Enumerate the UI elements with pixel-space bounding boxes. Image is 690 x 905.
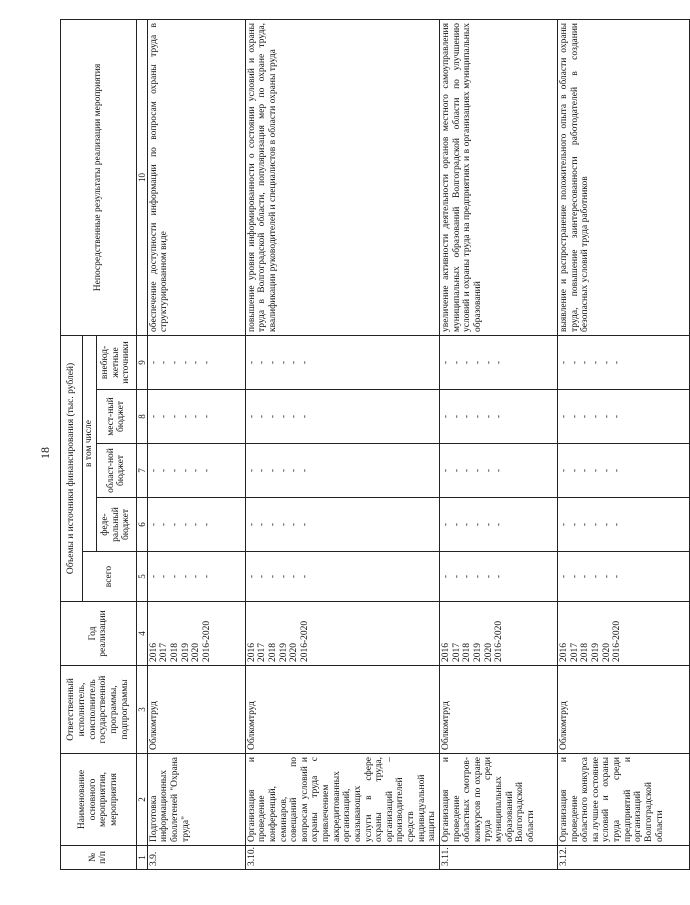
total-value: -: [268, 574, 279, 579]
row-local: [245, 390, 439, 444]
federal-value: -: [591, 522, 602, 527]
header-extrabudget: внебюд-жетные источники: [96, 335, 136, 389]
regional-value: -: [180, 468, 191, 473]
row-total: [147, 552, 245, 602]
row-extrabudget: [439, 335, 557, 389]
row-total: [439, 552, 557, 602]
extrabudget-value: -: [591, 360, 602, 365]
row-num: 3.9.: [147, 846, 245, 870]
federal-value: -: [483, 522, 494, 527]
total-value: -: [591, 574, 602, 579]
row-total: [557, 552, 689, 602]
federal-value: -: [494, 522, 505, 527]
federal-value: -: [148, 522, 159, 527]
federal-value: -: [268, 522, 279, 527]
regional-value: -: [601, 468, 612, 473]
extrabudget-value: -: [191, 360, 202, 365]
year-value: 2016: [246, 643, 257, 662]
year-value: 2019: [180, 643, 191, 662]
regional-value: -: [257, 468, 268, 473]
federal-value: -: [558, 522, 569, 527]
regional-value: -: [159, 468, 170, 473]
regional-value: -: [170, 468, 181, 473]
total-value: -: [180, 574, 191, 579]
table-body: [147, 19, 689, 869]
total-value: -: [494, 574, 505, 579]
local-value: -: [494, 414, 505, 419]
federal-value: -: [440, 522, 451, 527]
year-value: 2018: [170, 643, 181, 662]
regional-value: -: [591, 468, 602, 473]
measures-table: [60, 19, 690, 870]
header-year: Год реализации: [61, 602, 137, 666]
row-federal: [245, 498, 439, 552]
local-value: -: [170, 414, 181, 419]
federal-value: -: [462, 522, 473, 527]
local-value: -: [278, 414, 289, 419]
year-value: 2016: [440, 643, 451, 662]
regional-value: -: [558, 468, 569, 473]
header-regional: област-ной бюджет: [96, 444, 136, 498]
local-value: -: [451, 414, 462, 419]
local-value: -: [202, 414, 213, 419]
federal-value: -: [257, 522, 268, 527]
total-value: -: [483, 574, 494, 579]
col-number: 10: [136, 19, 147, 335]
year-value: 2016: [148, 643, 159, 662]
col-number: 1: [136, 846, 147, 870]
extrabudget-value: -: [246, 360, 257, 365]
local-value: -: [289, 414, 300, 419]
federal-value: -: [191, 522, 202, 527]
row-name: Подготовка информационных бюллетеней "Охрана труда": [147, 754, 245, 846]
year-value: 2017: [569, 643, 580, 662]
total-value: -: [462, 574, 473, 579]
regional-value: -: [246, 468, 257, 473]
row-years: [245, 602, 439, 666]
extrabudget-value: -: [148, 360, 159, 365]
col-number: 2: [136, 754, 147, 846]
header-federal: феде-ральный бюджет: [96, 498, 136, 552]
total-value: -: [289, 574, 300, 579]
federal-value: -: [202, 522, 213, 527]
local-value: -: [191, 414, 202, 419]
federal-value: -: [473, 522, 484, 527]
row-extrabudget: [245, 335, 439, 389]
extrabudget-value: -: [483, 360, 494, 365]
row-regional: [439, 444, 557, 498]
row-num: 3.11.: [439, 846, 557, 870]
extrabudget-value: -: [202, 360, 213, 365]
col-number: 9: [136, 335, 147, 389]
row-responsible: Облкомтруд: [245, 666, 439, 754]
extrabudget-value: -: [159, 360, 170, 365]
row-federal: [439, 498, 557, 552]
federal-value: -: [569, 522, 580, 527]
federal-value: -: [180, 522, 191, 527]
local-value: -: [148, 414, 159, 419]
regional-value: -: [612, 468, 623, 473]
local-value: -: [462, 414, 473, 419]
extrabudget-value: -: [440, 360, 451, 365]
row-result: выявление и распространение положительного опыта в области охраны труда, повышение заинтересованности работодателей в создании безопасных условий труда работников: [557, 19, 689, 335]
header-responsible: Ответственный исполнитель, соисполнитель государственной программы, подпрограммы: [61, 666, 137, 754]
rotated-page: [60, 20, 665, 870]
table-row: [147, 19, 245, 869]
regional-value: -: [483, 468, 494, 473]
extrabudget-value: -: [170, 360, 181, 365]
row-num: 3.10.: [245, 846, 439, 870]
total-value: -: [278, 574, 289, 579]
extrabudget-value: -: [473, 360, 484, 365]
row-years: [147, 602, 245, 666]
federal-value: -: [159, 522, 170, 527]
regional-value: -: [473, 468, 484, 473]
local-value: -: [268, 414, 279, 419]
local-value: -: [612, 414, 623, 419]
local-value: -: [483, 414, 494, 419]
regional-value: -: [440, 468, 451, 473]
local-value: -: [591, 414, 602, 419]
row-name: Организация и проведение областных смотров-конкурсов по охране труда среди муниципальных образований Волгоградской области: [439, 754, 557, 846]
local-value: -: [473, 414, 484, 419]
federal-value: -: [246, 522, 257, 527]
local-value: -: [580, 414, 591, 419]
total-value: -: [246, 574, 257, 579]
year-value: 2020: [483, 643, 494, 662]
total-value: -: [473, 574, 484, 579]
federal-value: -: [300, 522, 311, 527]
year-value: 2018: [462, 643, 473, 662]
federal-value: -: [580, 522, 591, 527]
regional-value: -: [202, 468, 213, 473]
total-value: -: [440, 574, 451, 579]
year-value: 2017: [159, 643, 170, 662]
row-num: 3.12.: [557, 846, 689, 870]
table-row: [557, 19, 689, 869]
year-value: 2017: [257, 643, 268, 662]
total-value: -: [451, 574, 462, 579]
header-num: № п/п: [61, 846, 137, 870]
extrabudget-value: -: [451, 360, 462, 365]
header-local: мест-ный бюджет: [96, 390, 136, 444]
table-header: [61, 19, 148, 869]
year-value: 2016-2020: [300, 620, 311, 662]
table-row: [439, 19, 557, 869]
extrabudget-value: -: [180, 360, 191, 365]
row-extrabudget: [147, 335, 245, 389]
year-value: 2017: [451, 643, 462, 662]
local-value: -: [300, 414, 311, 419]
local-value: -: [180, 414, 191, 419]
local-value: -: [246, 414, 257, 419]
year-value: 2018: [268, 643, 279, 662]
col-number: 4: [136, 602, 147, 666]
row-regional: [557, 444, 689, 498]
row-name: Организация и проведение областного конкурса на лучшее состояние условий и охраны труда среди предприятий и организаций Волгоградской области: [557, 754, 689, 846]
col-number: 6: [136, 498, 147, 552]
total-value: -: [191, 574, 202, 579]
year-value: 2016-2020: [612, 620, 623, 662]
row-responsible: Облкомтруд: [147, 666, 245, 754]
header-result: Непосредственные результаты реализации мероприятия: [61, 19, 137, 335]
col-number: 7: [136, 444, 147, 498]
row-regional: [147, 444, 245, 498]
col-number: 8: [136, 390, 147, 444]
col-number: 5: [136, 552, 147, 602]
header-name: Наименование основного мероприятия, мероприятия: [61, 754, 137, 846]
total-value: -: [202, 574, 213, 579]
row-total: [245, 552, 439, 602]
local-value: -: [601, 414, 612, 419]
table-row: [245, 19, 439, 869]
total-value: -: [159, 574, 170, 579]
extrabudget-value: -: [289, 360, 300, 365]
local-value: -: [159, 414, 170, 419]
regional-value: -: [462, 468, 473, 473]
regional-value: -: [300, 468, 311, 473]
total-value: -: [257, 574, 268, 579]
page-number: 18: [38, 447, 52, 459]
row-name: Организация и проведение конференций, семинаров, совещаний по вопросам условий и охраны труда с привлечением аккредитованных организаций, оказывающих услуги в сфере охраны труда, организаций – производителей средств индивидуальной защиты: [245, 754, 439, 846]
local-value: -: [440, 414, 451, 419]
total-value: -: [601, 574, 612, 579]
row-regional: [245, 444, 439, 498]
col-number: 3: [136, 666, 147, 754]
extrabudget-value: -: [494, 360, 505, 365]
row-federal: [147, 498, 245, 552]
year-value: 2018: [580, 643, 591, 662]
local-value: -: [569, 414, 580, 419]
row-result: обеспечение доступности информации по вопросам охраны труда в структурированном виде: [147, 19, 245, 335]
regional-value: -: [580, 468, 591, 473]
total-value: -: [300, 574, 311, 579]
year-value: 2019: [591, 643, 602, 662]
row-extrabudget: [557, 335, 689, 389]
local-value: -: [558, 414, 569, 419]
header-financing: Объемы и источники финансирования (тыс. рублей): [61, 335, 83, 601]
regional-value: -: [569, 468, 580, 473]
federal-value: -: [170, 522, 181, 527]
federal-value: -: [451, 522, 462, 527]
federal-value: -: [601, 522, 612, 527]
extrabudget-value: -: [558, 360, 569, 365]
year-value: 2020: [289, 643, 300, 662]
row-responsible: Облкомтруд: [439, 666, 557, 754]
row-federal: [557, 498, 689, 552]
header-including: в том числе: [83, 335, 97, 551]
regional-value: -: [289, 468, 300, 473]
year-value: 2019: [278, 643, 289, 662]
regional-value: -: [494, 468, 505, 473]
federal-value: -: [278, 522, 289, 527]
extrabudget-value: -: [612, 360, 623, 365]
extrabudget-value: -: [569, 360, 580, 365]
total-value: -: [558, 574, 569, 579]
regional-value: -: [278, 468, 289, 473]
row-responsible: Облкомтруд: [557, 666, 689, 754]
extrabudget-value: -: [300, 360, 311, 365]
local-value: -: [257, 414, 268, 419]
regional-value: -: [268, 468, 279, 473]
header-total: всего: [83, 552, 137, 602]
extrabudget-value: -: [268, 360, 279, 365]
extrabudget-value: -: [278, 360, 289, 365]
total-value: -: [569, 574, 580, 579]
year-value: 2016-2020: [494, 620, 505, 662]
row-local: [439, 390, 557, 444]
federal-value: -: [289, 522, 300, 527]
year-value: 2020: [601, 643, 612, 662]
total-value: -: [612, 574, 623, 579]
row-result: повышение уровня информированности о состоянии условий и охраны труда в Волгоградской области, популяризация мер по охране труда, квалификации руководителей и специалистов в области охраны труда: [245, 19, 439, 335]
total-value: -: [580, 574, 591, 579]
row-local: [557, 390, 689, 444]
total-value: -: [170, 574, 181, 579]
extrabudget-value: -: [462, 360, 473, 365]
extrabudget-value: -: [257, 360, 268, 365]
federal-value: -: [612, 522, 623, 527]
regional-value: -: [191, 468, 202, 473]
extrabudget-value: -: [580, 360, 591, 365]
row-years: [557, 602, 689, 666]
row-local: [147, 390, 245, 444]
regional-value: -: [451, 468, 462, 473]
total-value: -: [148, 574, 159, 579]
year-value: 2020: [191, 643, 202, 662]
row-result: увеличение активности деятельности органов местного самоуправления муниципальных образований Волгоградской области по улучшению условий и охраны труда на предприятиях и в организациях муниципальных образований: [439, 19, 557, 335]
year-value: 2016-2020: [202, 620, 213, 662]
regional-value: -: [148, 468, 159, 473]
year-value: 2016: [558, 643, 569, 662]
extrabudget-value: -: [601, 360, 612, 365]
year-value: 2019: [473, 643, 484, 662]
row-years: [439, 602, 557, 666]
